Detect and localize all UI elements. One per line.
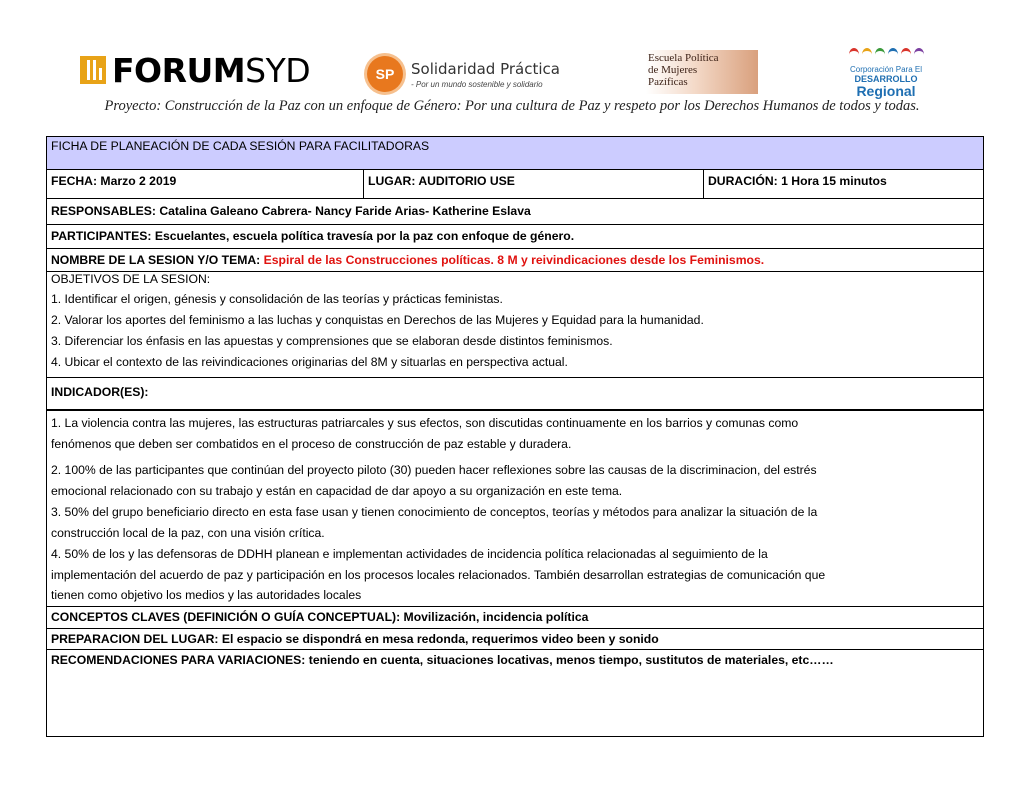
solidaridad-practica-logo — [367, 52, 560, 96]
indicador-line-3: 2. 100% de las participantes que continúan del proyecto piloto (30) pueden hacer reflexiones sobre las causas de la discriminacion, del estrés — [51, 463, 817, 477]
recomendaciones-row — [47, 650, 983, 736]
objetivo-4: 4. Ubicar el contexto de las reivindicaciones originarias del 8M y situarlas en perspectiva actual. — [51, 355, 568, 369]
duracion-text: DURACIÓN: 1 Hora 15 minutos — [708, 174, 887, 188]
project-title: Proyecto: Construcción de la Paz con un enfoque de Género: Por una cultura de Paz y respeto por los Derechos Humanos de todos y todas. — [104, 98, 920, 114]
indicador-line-4: emocional relacionado con su trabajo y están en capacidad de dar apoyo a su organización en este tema. — [51, 484, 623, 498]
forumsyd-light: SYD — [245, 50, 311, 90]
tema-row — [47, 249, 983, 272]
fecha-cell — [47, 170, 363, 198]
forumsyd-logo — [80, 52, 310, 88]
lugar-cell — [363, 170, 703, 198]
indicador-line-7: 4. 50% de los y las defensoras de DDHH planean e implementan actividades de incidencia política relacionadas al seguimiento de la — [51, 547, 768, 561]
escuela-line-3: Pazíficas — [648, 76, 688, 88]
conceptos-text: CONCEPTOS CLAVES (DEFINICIÓN O GUÍA CONCEPTUAL): Movilización, incidencia política — [51, 610, 589, 624]
indicador-line-1: 1. La violencia contra las mujeres, las estructuras patriarcales y sus efectos, son discutidas continuamente en los barrios y comunas como — [51, 416, 799, 430]
planning-form — [46, 136, 984, 737]
participantes-label: PARTICIPANTES: — [51, 229, 152, 243]
escuela-line-2: de Mujeres — [648, 64, 698, 76]
escuela-politica-logo — [646, 50, 758, 94]
tema-value: Espiral de las Construcciones políticas. 8 M y reivindicaciones desde los Feminismos. — [260, 253, 765, 267]
corporacion-desarrollo-logo — [830, 48, 942, 99]
responsables-text: RESPONSABLES: Catalina Galeano Cabrera- Nancy Faride Arias- Katherine Eslava — [51, 204, 531, 218]
participantes-value: Escuelantes, escuela política travesía por la paz con enfoque de género. — [151, 229, 575, 243]
logo-header — [0, 0, 1024, 98]
corp-line-2: DESARROLLO — [854, 74, 918, 84]
indicador-line-6: construcción local de la paz, con una visión crítica. — [51, 526, 325, 540]
sp-badge-icon: SP — [367, 56, 403, 92]
objetivo-3: 3. Diferenciar los énfasis en las apuestas y comprensiones que se elaboran desde distintos feminismos. — [51, 334, 613, 348]
tema-label: NOMBRE DE LA SESION Y/O TEMA: — [51, 253, 261, 267]
conceptos-row — [47, 607, 983, 629]
people-figures-icon — [830, 48, 942, 62]
preparacion-row — [47, 629, 983, 650]
indicadores-label: INDICADOR(ES): — [51, 385, 149, 399]
form-title-row — [47, 137, 983, 170]
preparacion-text: PREPARACION DEL LUGAR: El espacio se dispondrá en mesa redonda, requerimos video been y sonido — [51, 632, 659, 646]
indicador-line-2: fenómenos que deben ser combatidos en el proceso de construcción de paz estable y duradera. — [51, 437, 572, 451]
objetivos-row — [47, 272, 983, 378]
lugar-text: LUGAR: AUDITORIO USE — [368, 174, 515, 188]
indicador-line-8: implementación del acuerdo de paz y participación en los procesos locales relacionados. También desarrollan estrategias de comunicación que — [51, 568, 826, 582]
corp-line-1: Corporación Para El — [849, 65, 923, 74]
objetivos-label: OBJETIVOS DE LA SESION: — [51, 272, 211, 286]
fecha-text: FECHA: Marzo 2 2019 — [51, 174, 177, 188]
escuela-line-1: Escuela Política — [648, 52, 719, 64]
sp-name: Solidaridad Práctica — [411, 59, 560, 78]
objetivo-1: 1. Identificar el origen, génesis y consolidación de las teorías y prácticas feministas. — [51, 292, 503, 306]
sp-tagline: - Por un mundo sostenible y solidario — [411, 79, 543, 89]
indicador-line-9: tienen como objetivo los medios y las autoridades locales — [51, 588, 362, 602]
objetivo-2: 2. Valorar los aportes del feminismo a las luchas y conquistas en Derechos de las Mujeres y Equidad para la humanidad. — [51, 313, 704, 327]
corp-line-3: Regional — [856, 83, 916, 99]
forumsyd-bold: FORUM — [112, 50, 246, 90]
responsables-row — [47, 199, 983, 225]
form-title: FICHA DE PLANEACIÓN DE CADA SESIÓN PARA FACILITADORAS — [51, 139, 430, 153]
indicadores-body-row — [47, 411, 983, 607]
forumsyd-mark-icon — [80, 56, 106, 84]
indicador-line-5: 3. 50% del grupo beneficiario directo en esta fase usan y tienen conocimiento de conceptos, teorías y métodos para analizar la situación de la — [51, 505, 818, 519]
duracion-cell — [703, 170, 983, 198]
participantes-row — [47, 225, 983, 249]
recomendaciones-text: RECOMENDACIONES PARA VARIACIONES: teniendo en cuenta, situaciones locativas, menos tiempo, sustitutos de materiales, etc…… — [51, 653, 834, 667]
date-place-duration-row — [47, 170, 983, 199]
indicadores-header-row — [47, 378, 983, 411]
